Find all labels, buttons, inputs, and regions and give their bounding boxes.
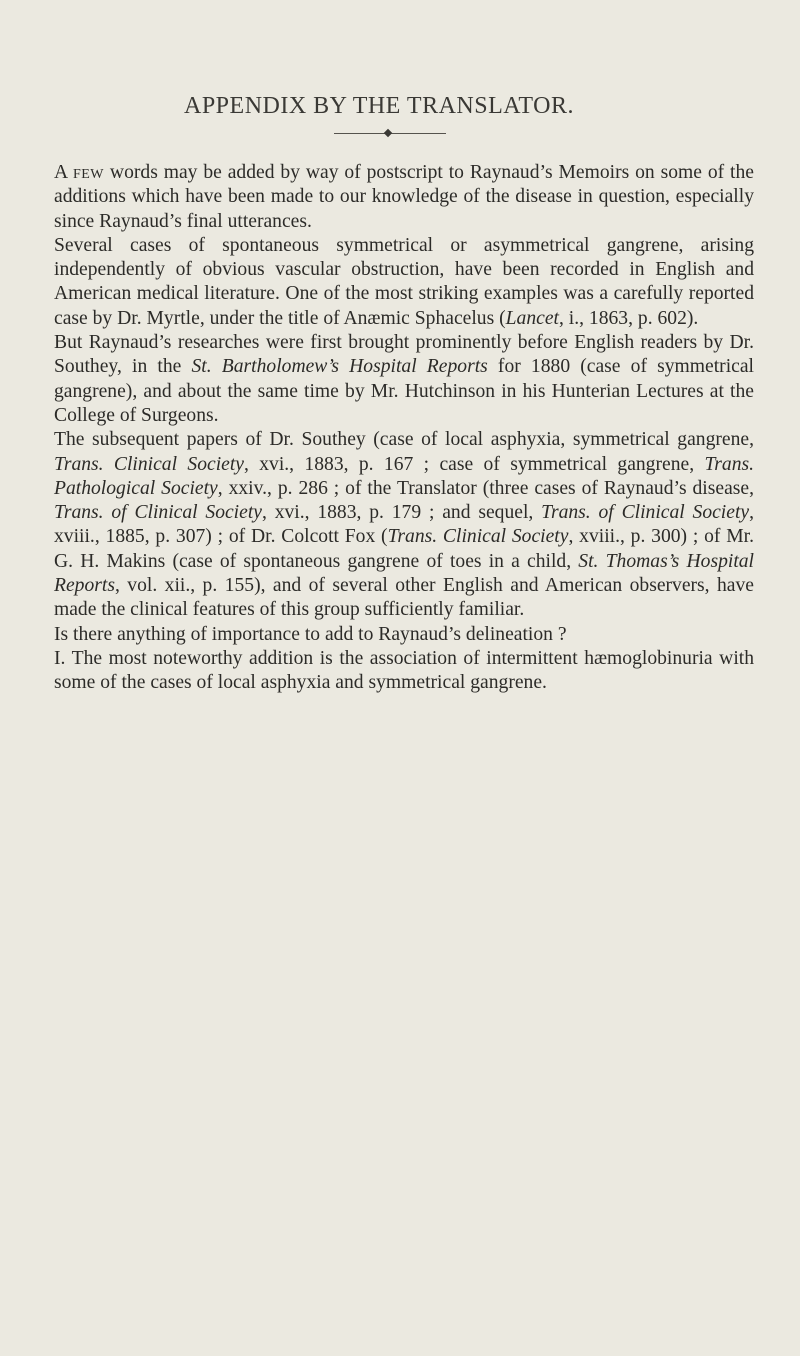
- paragraph-4-text: The subsequent papers of Dr. Southey (case of local asphyxia, symmetrical gangrene,: [54, 429, 754, 451]
- paragraph-1-smallcaps: few: [72, 162, 105, 183]
- paragraph-4-text: , xviii., 1885, p. 307) ; of Dr. Colcott Fox (: [54, 502, 754, 548]
- journal-title: St. Bartholomew’s Hospital Reports: [191, 356, 488, 378]
- paragraph-4-text: , vol. xii., p. 155), and of several other English and American observers, have made the clinical features of this group sufficiently familiar.: [54, 575, 754, 621]
- body-text: [54, 161, 754, 696]
- paragraph-3: [54, 331, 754, 428]
- journal-title: Trans. Pathological Society: [54, 453, 755, 499]
- page-heading: APPENDIX BY THE TRANSLATOR.: [184, 93, 574, 119]
- paragraph-1-rest: words may be added by way of postscript to Raynaud’s Memoirs on some of the additions which have been made to our knowledge of the disease in question, especially since Raynaud’s final utterances.: [54, 162, 754, 232]
- paragraph-5: Is there anything of importance to add to Raynaud’s delineation ?: [54, 623, 567, 645]
- paragraph-1: [54, 161, 754, 234]
- paragraph-6: I. The most noteworthy addition is the association of intermittent hæmoglobinuria with some of the cases of local asphyxia and symmetrical gangrene.: [54, 647, 754, 694]
- journal-title: Trans. Clinical Society: [387, 526, 569, 548]
- paragraph-2-text: , i., 1863, p. 602).: [558, 307, 699, 329]
- paragraph-4: [54, 428, 754, 622]
- journal-title: Trans. Clinical Society: [54, 453, 244, 475]
- paragraph-3-text: But Raynaud’s researches were first brought prominently before English readers by Dr. Southey, in the: [54, 332, 754, 378]
- journal-title: Trans. of Clinical Society: [54, 502, 262, 524]
- journal-title: Trans. of Clinical Society: [541, 502, 750, 524]
- ornamental-rule: [334, 128, 446, 140]
- paragraph-1-lead: A: [54, 162, 73, 183]
- journal-title: St. Thomas’s Hospital Reports: [54, 550, 754, 597]
- paragraph-4-text: , xxiv., p. 286 ; of the Translator (three cases of Raynaud’s disease,: [217, 477, 754, 499]
- journal-title: Lancet: [505, 307, 559, 329]
- paragraph-2: [54, 234, 754, 331]
- diamond-icon: [384, 129, 392, 137]
- paragraph-4-text: , xvi., 1883, p. 179 ; and sequel,: [261, 502, 542, 524]
- paragraph-2-text: Several cases of spontaneous symmetrical or asymmetrical gangrene, arising independently of obvious vascular obstruction, have been recorded in English and American medical literature. One of the most striking examples was a carefully reported case by Dr. Myrtle, under the title of Anæmic Sphacelus (: [54, 234, 754, 329]
- paragraph-4-text: , xviii., p. 300) ; of Mr. G. H. Makins (case of spontaneous gangrene of toes in a child,: [54, 526, 755, 572]
- paragraph-4-text: , xvi., 1883, p. 167 ; case of symmetrical gangrene,: [243, 453, 705, 475]
- paragraph-3-text: for 1880 (case of symmetrical gangrene), and about the same time by Mr. Hutchinson in his Hunterian Lectures at the College of Surgeons.: [54, 356, 754, 426]
